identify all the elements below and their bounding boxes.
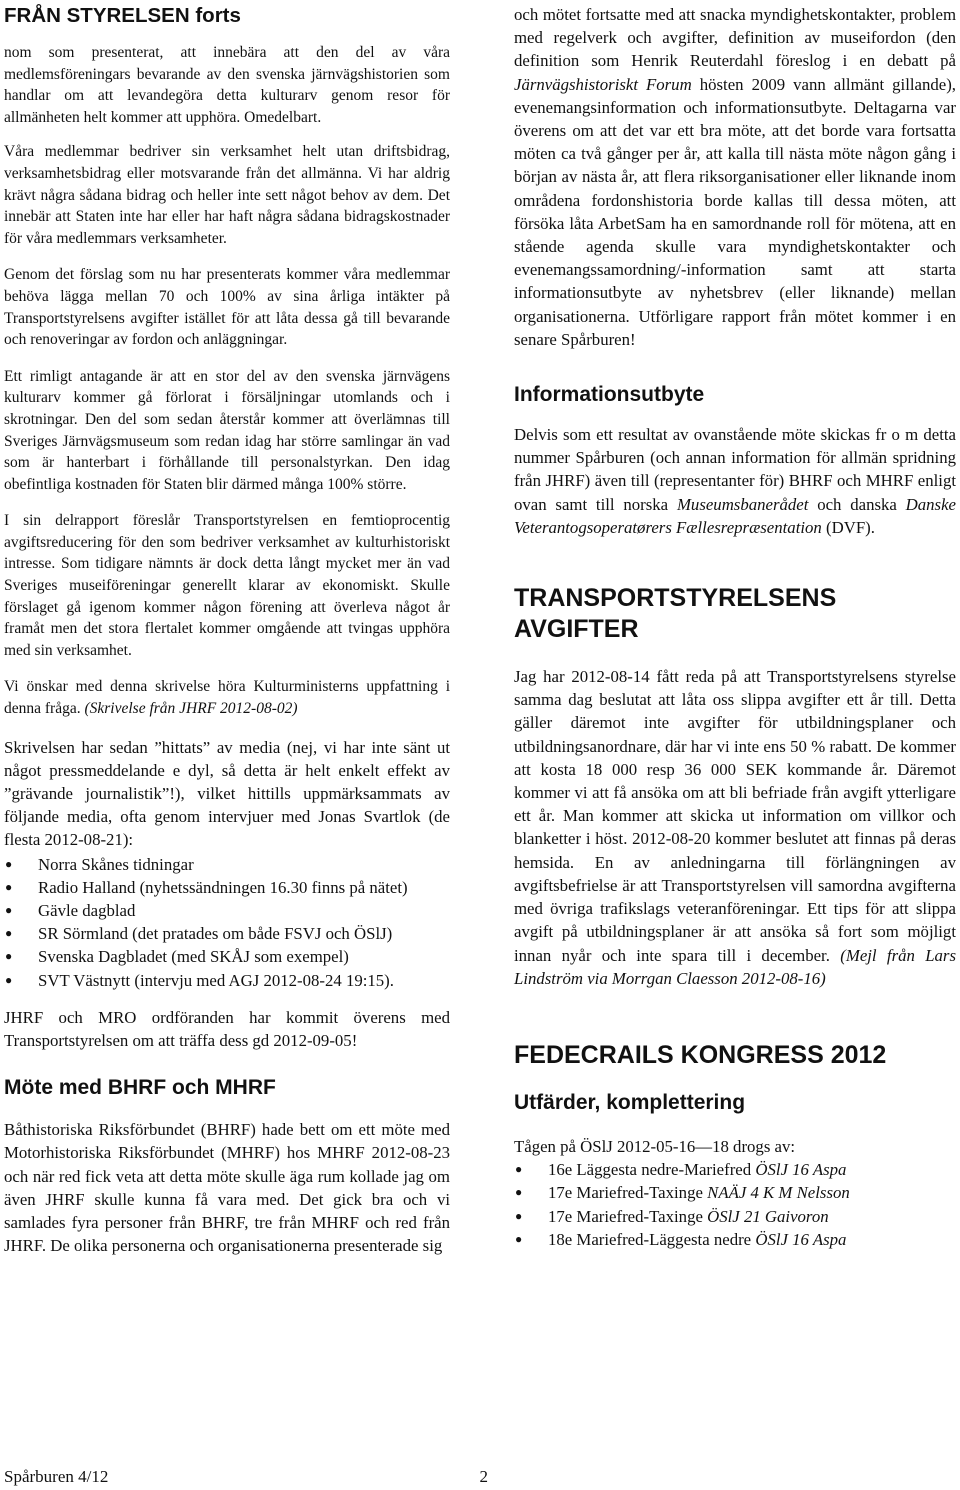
section-heading: FEDECRAILS KONGRESS 2012 [514, 1040, 887, 1069]
list-item: ● 17e Mariefred-Taxinge ÖSlJ 21 Gaivoron [514, 1205, 956, 1228]
paragraph [514, 423, 956, 539]
paragraph-text: och danska [817, 494, 897, 514]
list-item: ● Norra Skånes tidningar [4, 853, 450, 876]
list-item: ● Radio Halland (nyhetssändningen 16.30 finns på nätet) [4, 876, 450, 899]
media-list [4, 853, 450, 992]
paragraph: Skrivelsen har sedan ”hittats” av media (nej, vi har inte sänt ut något pressmeddelande e dyl, så detta är helt enkelt effekt av ”grävande journalistik”!), vilket hittills uppmärksammats av följande media, ofta genom intervjuer med Jonas Svartlok (de flesta 2012-08-21): [4, 737, 450, 850]
paragraph: Tågen på ÖSlJ 2012-05-16—18 drogs av: [514, 1136, 796, 1156]
page-number: 2 [479, 1467, 488, 1486]
paragraph: JHRF och MRO ordföranden har kommit överens med Transportstyrelsen om att träffa dess gd 2012-09-05! [4, 1007, 450, 1051]
list-item: ● Svenska Dagbladet (med SKÅJ som exempel) [4, 945, 450, 968]
paragraph: Båthistoriska Riksförbundet (BHRF) hade bett om ett möte med Motorhistoriska Riksförbundet (MHRF) hos MHRF 2012-08-23 och när red fick veta att detta möte skulle äga rum kollade jag om även JHRF skulle kunna få vara med. Det gick bra och vi samlades fyra personer från BHRF, tre från MHRF och red från JHRF. De olika personerna och organisationerna presenterade sig [4, 1120, 450, 1256]
paragraph-text: hösten 2009 vann allmänt gillande), evenemangsinformation och informationsutbyte. Deltagarna var överens om att det var ett bra möte, att det borde vara fortsatta möten ca två gånger per år, att kalla till nästa möte någon gång i början av nästa år, att flera riksorganisationer eller liknande inom områdena fordonshistoria borde kallas till dessa möten, att försöka låta ArbetSam ha en samordnande roll för mötena, att en stående agenda skulle vara myndighetskontakter och evenemangssamordning/-information samt att starta informationsutbyte av nyhetsbrev (eller liknande) mellan organisationerna. Utförligare rapport från mötet kommer i en senare Spårburen! [514, 74, 956, 349]
forum-name: Järnvägshistoriskt Forum [514, 74, 692, 94]
paragraph [514, 665, 956, 990]
organisation-name: Danske Veterantogsoperatørers Fællesrepræsentation [514, 494, 956, 537]
source-citation: (Skrivelse från JHRF 2012-08-02) [84, 700, 298, 718]
paragraph: nom som presenterat, att innebära att den del av våra medlemsföreningars bevarande av den svenska järnvägshistorien som handlar om att levandegöra detta kulturarv genom resor för allmänheten helt kommer att upphöra. Omedelbart. [4, 44, 450, 126]
paragraph: Våra medlemmar bedriver sin verksamhet helt utan driftsbidrag, verksamhetsbidrag eller motsvarande från det allmänna. Vi har aldrig krävt några sådana bidrag och heller inte sett något behov av dem. Det innebär att Staten inte har eller har haft några sådana bidragskostnader för våra medlemmars verksamheter. [4, 143, 450, 247]
paragraph: Genom det förslag som nu har presenterats kommer våra medlemmar behöva lägga mellan 70 och 100% av sina årliga intäkter på Transportstyrelsens avgifter istället för att låta dessa gå till bevarande och renoveringar av fordon och anläggningar. [4, 266, 450, 349]
paragraph-text: Delvis som ett resultat av ovanstående möte skickas fr o m detta nummer Spårburen (och annan information för allmän spridning från JHRF) även till (representanter för) BHRF och MHRF enligt ovan samt till norska [514, 425, 956, 514]
list-item: ● 18e Mariefred-Läggesta nedre ÖSlJ 16 Aspa [514, 1228, 956, 1251]
left-column [4, 0, 450, 1257]
list-item: ● 17e Mariefred-Taxinge NAÄJ 4 K M Nelsson [514, 1181, 956, 1204]
paragraph-text: och mötet fortsatte med att snacka myndighetskontakter, problem med regelverk och avgifter, definition av museifordon (den definition som Henrik Reuterdahl föreslog i en debatt på [514, 5, 956, 71]
list-item: ● SR Sörmland (det pratades om både FSVJ och ÖSlJ) [4, 922, 450, 945]
list-item: ● 16e Läggesta nedre-Mariefred ÖSlJ 16 Aspa [514, 1158, 956, 1181]
page-footer [4, 1467, 488, 1487]
right-column [514, 0, 956, 1251]
paragraph [4, 676, 450, 719]
paragraph-text: Vi önskar med denna skrivelse höra Kulturministerns uppfattning i denna fråga. [4, 678, 450, 718]
section-heading: Möte med BHRF och MHRF [4, 1076, 276, 1100]
list-item: ● SVT Västnytt (intervju med AGJ 2012-08-24 19:15). [4, 969, 450, 992]
trips-list [514, 1158, 956, 1251]
publication-label: Spårburen 4/12 [4, 1467, 109, 1486]
paragraph-text: Jag har 2012-08-14 fått reda på att Transportstyrelsens styrelse samma dag beslutat att låta oss slippa avgifter ett år till. Detta gäller däremot inte avgifter för utbildningsplaner och utbildningsanordnare, där har vi inte ens 50 % rabatt. De kommer att kosta 18 000 resp 36 000 SEK kommande år. Däremot kommer vi att få ansöka om att bli befriade från avgift ytterligare ett år. Man kommer att skicka ut information om villkor och blanketter i höst. 2012-08-20 kommer beslutet att finnas på deras hemsida. En av anledningarna till förlängningen av avgiftsbefrielse är att Transportstyrelsen vill samordna avgifterna med övriga trafikslags veteranföreningar. Ett tips för att slippa avgift på utbildningsplaner är att ansöka så fort som möjligt innan nyår och inte spara till i december. [514, 667, 956, 965]
list-item: ● Gävle dagblad [4, 899, 450, 922]
paragraph-text: (DVF). [826, 517, 875, 537]
section-heading: Informationsutbyte [514, 383, 705, 407]
paragraph [514, 3, 956, 351]
organisation-name: Museumsbanerådet [676, 494, 809, 514]
section-title: FRÅN STYRELSEN forts [4, 4, 241, 27]
section-heading: TRANSPORTSTYRELSENS AVGIFTER [514, 584, 837, 644]
subsection-heading: Utfärder, komplettering [514, 1090, 746, 1114]
paragraph: I sin delrapport föreslår Transportstyrelsen en femtioprocentig avgiftsreducering för den som bedriver verksamhet av kulturhistoriskt intresse. Som tidigare nämnts är dock detta långt mycket mer än vad Sveriges museiföreningar generellt klarar av ekonomiskt. Skulle förslaget gå igenom kommer någon förening att överleva något år framåt men det stora flertalet kommer omgående att tvingas upphöra med sin verksamhet. [4, 512, 450, 659]
source-citation: (Mejl från Lars Lindström via Morrgan Claesson 2012-08-16) [514, 945, 956, 988]
paragraph: Ett rimligt antagande är att en stor del av den svenska järnvägens kulturarv kommer gå förlorat i försäljningar utomlands och i skrotningar. Den del som sedan återstår kommer att överlämnas till Sveriges Järnvägsmuseum som redan idag har större samlingar än vad som är hanterbart i förhållande till personalstyrkan. Den idag obefintliga kostnaden för Staten blir därmed många 100% större. [4, 367, 450, 493]
